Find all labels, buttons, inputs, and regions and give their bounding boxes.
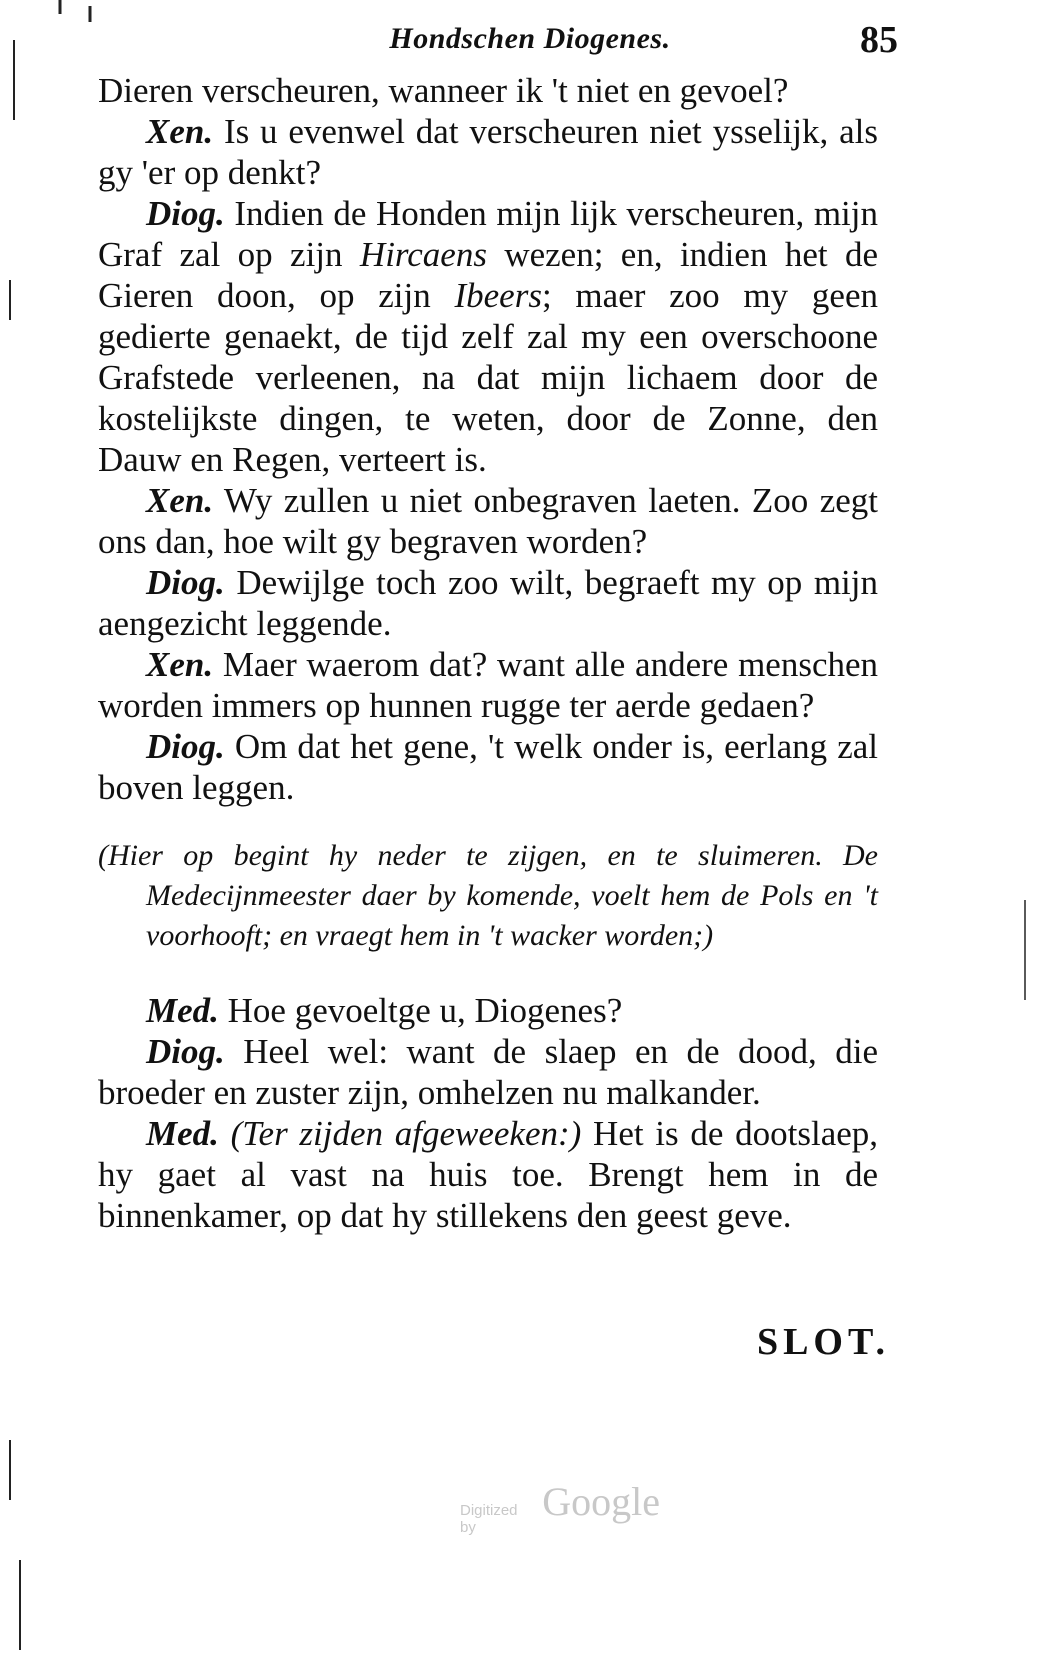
speech [98,193,878,480]
speech [98,562,878,644]
stage-direction: (Hier op begint hy neder te zijgen, en te sluimeren. De Medecijnmeester daer by komende, voelt hem de Pols en 't voorhooft; en vraegt hem in 't wacker worden;) [98,839,878,952]
speech-text: Het is de dootslaep, hy gaet al vast na huis toe. Brengt hem in de binnenkamer, op dat hy stillekens den geest geve. [98,1114,879,1235]
speech [98,726,878,808]
speech [98,1113,878,1236]
speech-text: Maer waerom dat? want alle andere menschen worden immers op hunnen rugge ter aerde gedaen? [98,645,879,725]
speaker-name: Xen. [146,645,214,684]
catchword: SLOT. [756,1321,890,1363]
speaker-name: Xen. [146,112,214,151]
paragraph [98,70,878,111]
speech [98,990,878,1031]
speech [98,1031,878,1113]
page-text [98,70,878,1236]
place-name: Ibeers [454,276,542,315]
speech-text: Hoe gevoeltge u, Diogenes? [227,991,623,1030]
place-name: Hircaens [359,235,487,274]
aside-direction: (Ter zijden afgeweeken:) [230,1114,582,1153]
paragraph-text: Dieren verscheuren, wanneer ik 't niet en gevoel? [98,71,789,110]
speech-text: Heel wel: want de slaep en de dood, die broeder en zuster zijn, omhelzen nu malkander. [98,1032,878,1112]
watermark-logo: Google [542,1479,660,1524]
speaker-name: Diog. [146,727,225,766]
speech [98,480,878,562]
speaker-name: Med. [146,991,219,1030]
speech-text: Wy zullen u niet onbegraven laeten. Zoo zegt ons dan, hoe wilt gy begraven worden? [98,481,878,561]
speaker-name: Diog. [146,1032,225,1071]
speaker-name: Diog. [146,563,225,602]
speech-text: Dewijlge toch zoo wilt, begraeft my op mijn aengezicht leggende. [98,563,879,643]
speech-text: Indien de Honden mijn lijk verscheuren, mijn Graf zal op zijn [98,194,878,274]
speech-text: wezen; en, indien het de Gieren doon, op zijn [98,235,878,315]
speech-text: Om dat het gene, 't welk onder is, eerlang zal boven leggen. [98,727,878,807]
speaker-name: Xen. [146,481,214,520]
digitization-watermark [460,1478,660,1536]
page-number: 85 [860,19,898,61]
speaker-name: Diog. [146,194,225,233]
watermark-prefix: Digitized by [460,1502,518,1536]
speech-text: ; maer zoo my geen gedierte genaekt, de tijd zelf zal my een overschoone Grafstede verleenen, na dat mijn lichaem door de kostelijkste dingen, te weten, door de Zonne, den Dauw en Regen, verteert is. [98,276,878,479]
speech [98,111,878,193]
speaker-name: Med. [146,1114,219,1153]
speech [98,644,878,726]
running-head: Hondschen Diogenes. [389,22,671,55]
speech-text: Is u evenwel dat verscheuren niet ysselijk, als gy 'er op denkt? [98,112,878,192]
